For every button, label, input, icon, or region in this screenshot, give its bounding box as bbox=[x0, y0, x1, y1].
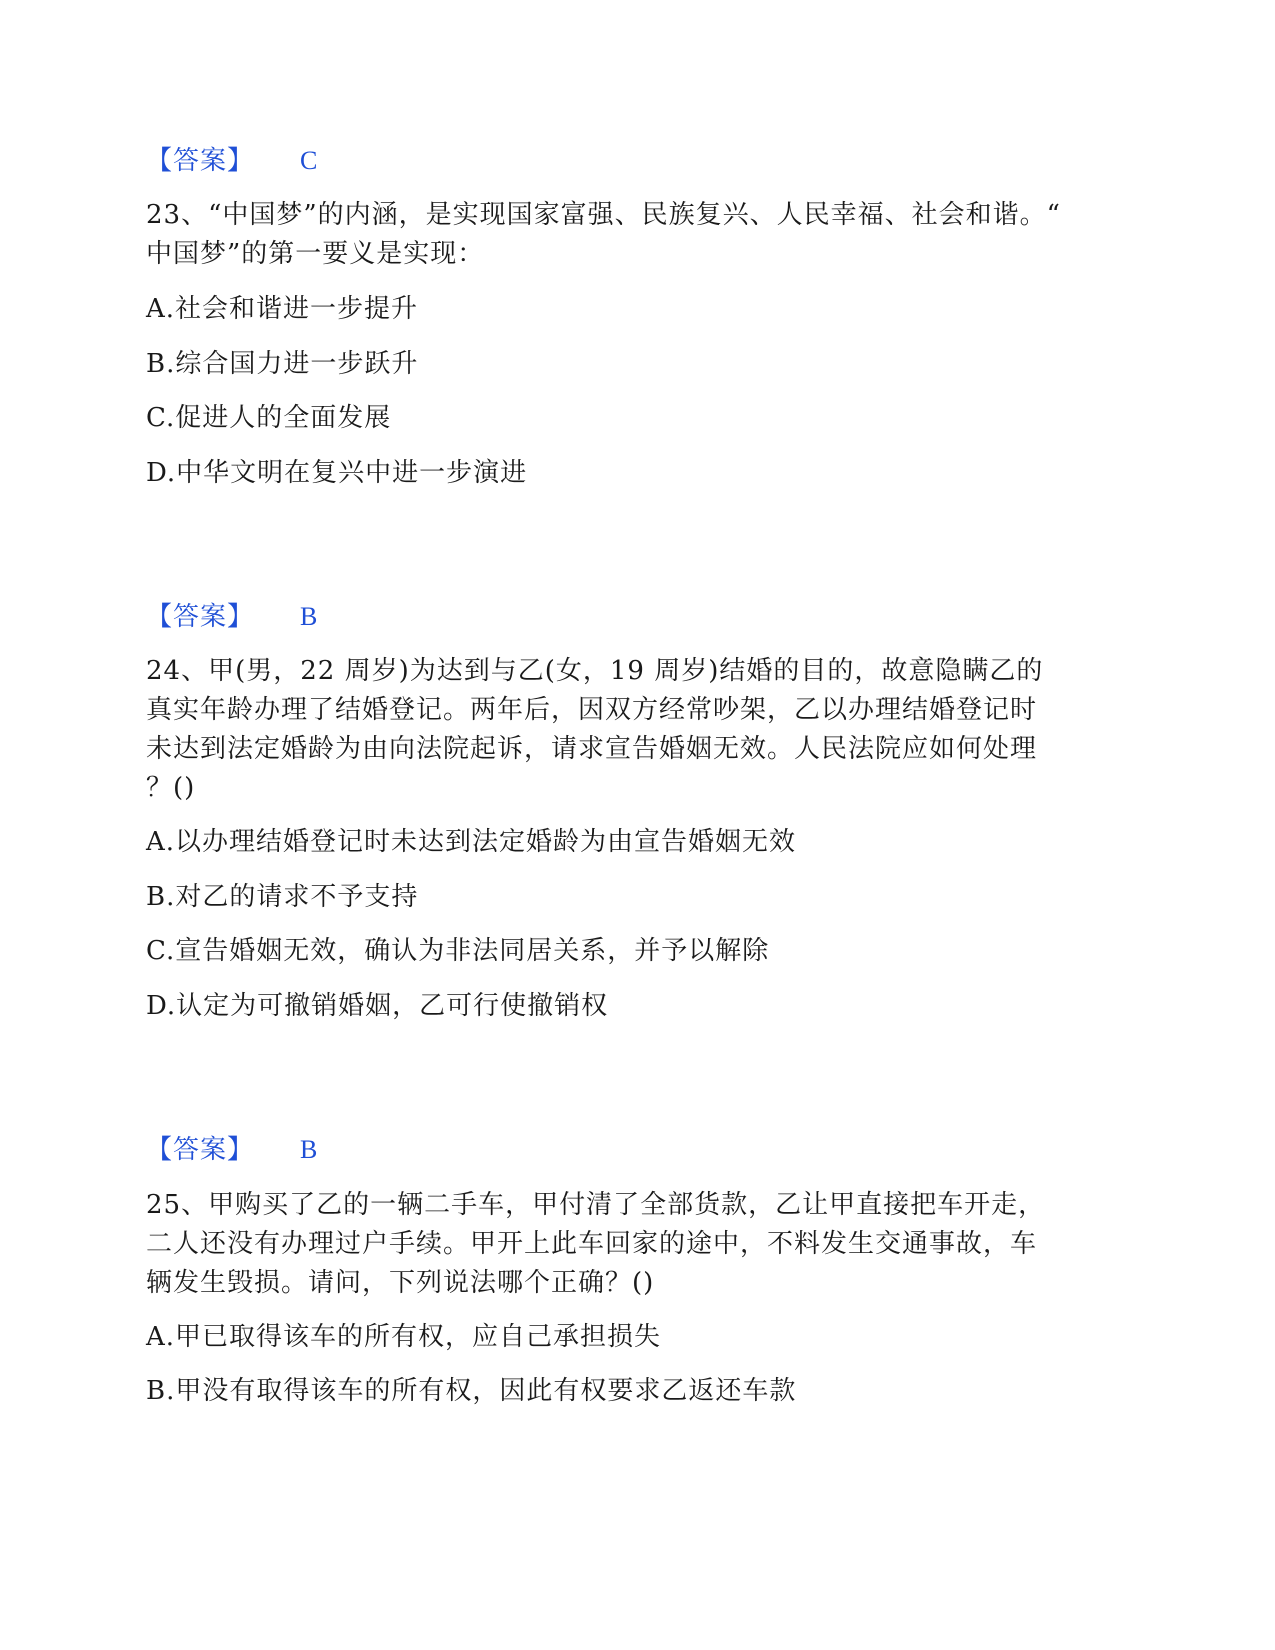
question-text-line: 辆发生毁损。请问，下列说法哪个正确？() bbox=[146, 1268, 655, 1298]
question-text-line: 23、“中国梦”的内涵，是实现国家富强、民族复兴、人民幸福、社会和谐。“ bbox=[146, 200, 1061, 230]
question-24 bbox=[146, 652, 1126, 808]
question-text-line: 真实年龄办理了结婚登记。两年后，因双方经常吵架，乙以办理结婚登记时 bbox=[146, 695, 1038, 725]
option-b: B.对乙的请求不予支持 bbox=[146, 882, 419, 912]
answer-line bbox=[146, 600, 317, 634]
question-23 bbox=[146, 196, 1126, 274]
question-text-line: ？() bbox=[146, 773, 196, 803]
question-text-line: 24、甲(男，22 周岁)为达到与乙(女，19 周岁)结婚的目的，故意隐瞒乙的 bbox=[146, 656, 1044, 686]
answer-tag: 【答案】 bbox=[146, 146, 255, 176]
option-a: A.甲已取得该车的所有权，应自己承担损失 bbox=[146, 1322, 662, 1352]
question-text-line: 未达到法定婚龄为由向法院起诉，请求宣告婚姻无效。人民法院应如何处理 bbox=[146, 734, 1038, 764]
option-b: B.综合国力进一步跃升 bbox=[146, 349, 419, 379]
question-25 bbox=[146, 1186, 1126, 1303]
option-c: C.促进人的全面发展 bbox=[146, 403, 392, 433]
option-b: B.甲没有取得该车的所有权，因此有权要求乙返还车款 bbox=[146, 1376, 797, 1406]
question-text-line: 25、甲购买了乙的一辆二手车，甲付清了全部货款，乙让甲直接把车开走， bbox=[146, 1190, 1046, 1220]
option-a: A.以办理结婚登记时未达到法定婚龄为由宣告婚姻无效 bbox=[146, 827, 797, 857]
option-a: A.社会和谐进一步提升 bbox=[146, 294, 419, 324]
answer-value: B bbox=[300, 602, 318, 631]
answer-value: C bbox=[300, 146, 318, 175]
option-d: D.中华文明在复兴中进一步演进 bbox=[146, 458, 528, 488]
question-text-line: 中国梦”的第一要义是实现： bbox=[146, 239, 485, 269]
answer-value: B bbox=[300, 1135, 318, 1164]
option-c: C.宣告婚姻无效，确认为非法同居关系，并予以解除 bbox=[146, 936, 770, 966]
question-text-line: 二人还没有办理过户手续。甲开上此车回家的途中，不料发生交通事故，车 bbox=[146, 1229, 1038, 1259]
answer-tag: 【答案】 bbox=[146, 1135, 255, 1165]
answer-line bbox=[146, 144, 317, 178]
answer-tag: 【答案】 bbox=[146, 602, 255, 632]
answer-line bbox=[146, 1133, 317, 1167]
option-d: D.认定为可撤销婚姻，乙可行使撤销权 bbox=[146, 991, 609, 1021]
